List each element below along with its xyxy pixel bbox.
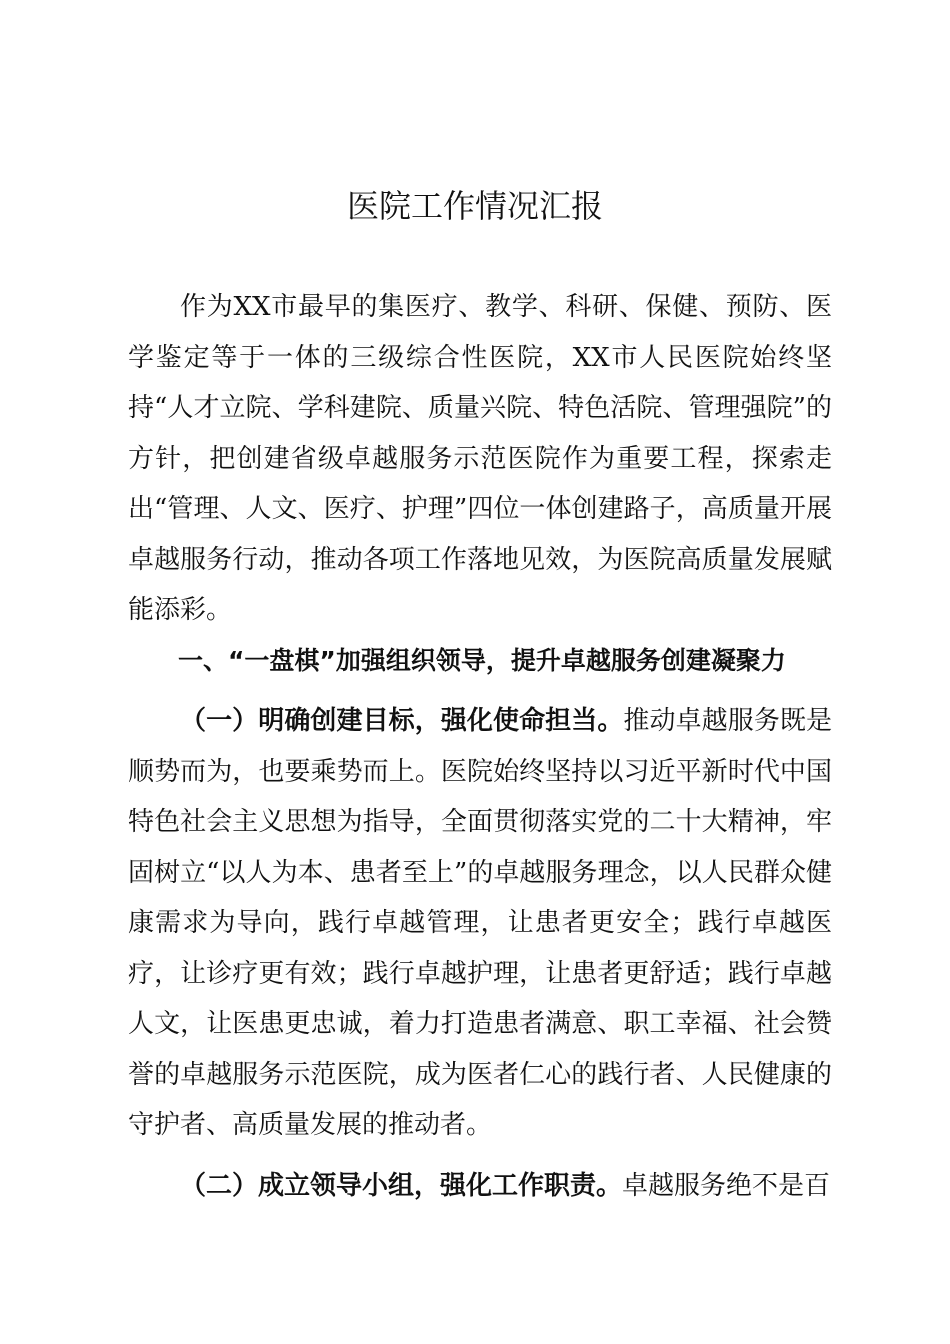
section-heading-1: 一、“一盘棋”加强组织领导，提升卓越服务创建凝聚力: [178, 645, 786, 675]
subsection-2-paragraph: [128, 1161, 832, 1212]
document-body: [128, 282, 832, 1211]
subsection-1-paragraph: [128, 696, 832, 1151]
intro-paragraph: 作为XX市最早的集医疗、教学、科研、保健、预防、医学鉴定等于一体的三级综合性医院，XX市人民医院始终坚持“人才立院、学科建院、质量兴院、特色活院、管理强院”的方针，把创建省级卓越服务示范医院作为重要工程，探索走出“管理、人文、医疗、护理”四位一体创建路子，高质量开展卓越服务行动，推动各项工作落地见效，为医院高质量发展赋能添彩。: [128, 292, 832, 625]
subsection-1-body: 推动卓越服务既是顺势而为，也要乘势而上。医院始终坚持以习近平新时代中国特色社会主义思想为指导，全面贯彻落实党的二十大精神，牢固树立“以人为本、患者至上”的卓越服务理念，以人民群众健康需求为导向，践行卓越管理，让患者更安全；践行卓越医疗，让诊疗更有效；践行卓越护理，让患者更舒适；践行卓越人文，让医患更忠诚，着力打造患者满意、职工幸福、社会赞誉的卓越服务示范医院，成为医者仁心的践行者、人民健康的守护者、高质量发展的推动者。: [128, 706, 832, 1140]
subsection-2-body: 卓越服务绝不是百: [622, 1170, 831, 1201]
subsection-2-lead: （二）成立领导小组，强化工作职责。: [180, 1170, 623, 1201]
subsection-1-lead: （一）明确创建目标，强化使命担当。: [180, 706, 624, 736]
document-title: 医院工作情况汇报: [346, 187, 603, 225]
